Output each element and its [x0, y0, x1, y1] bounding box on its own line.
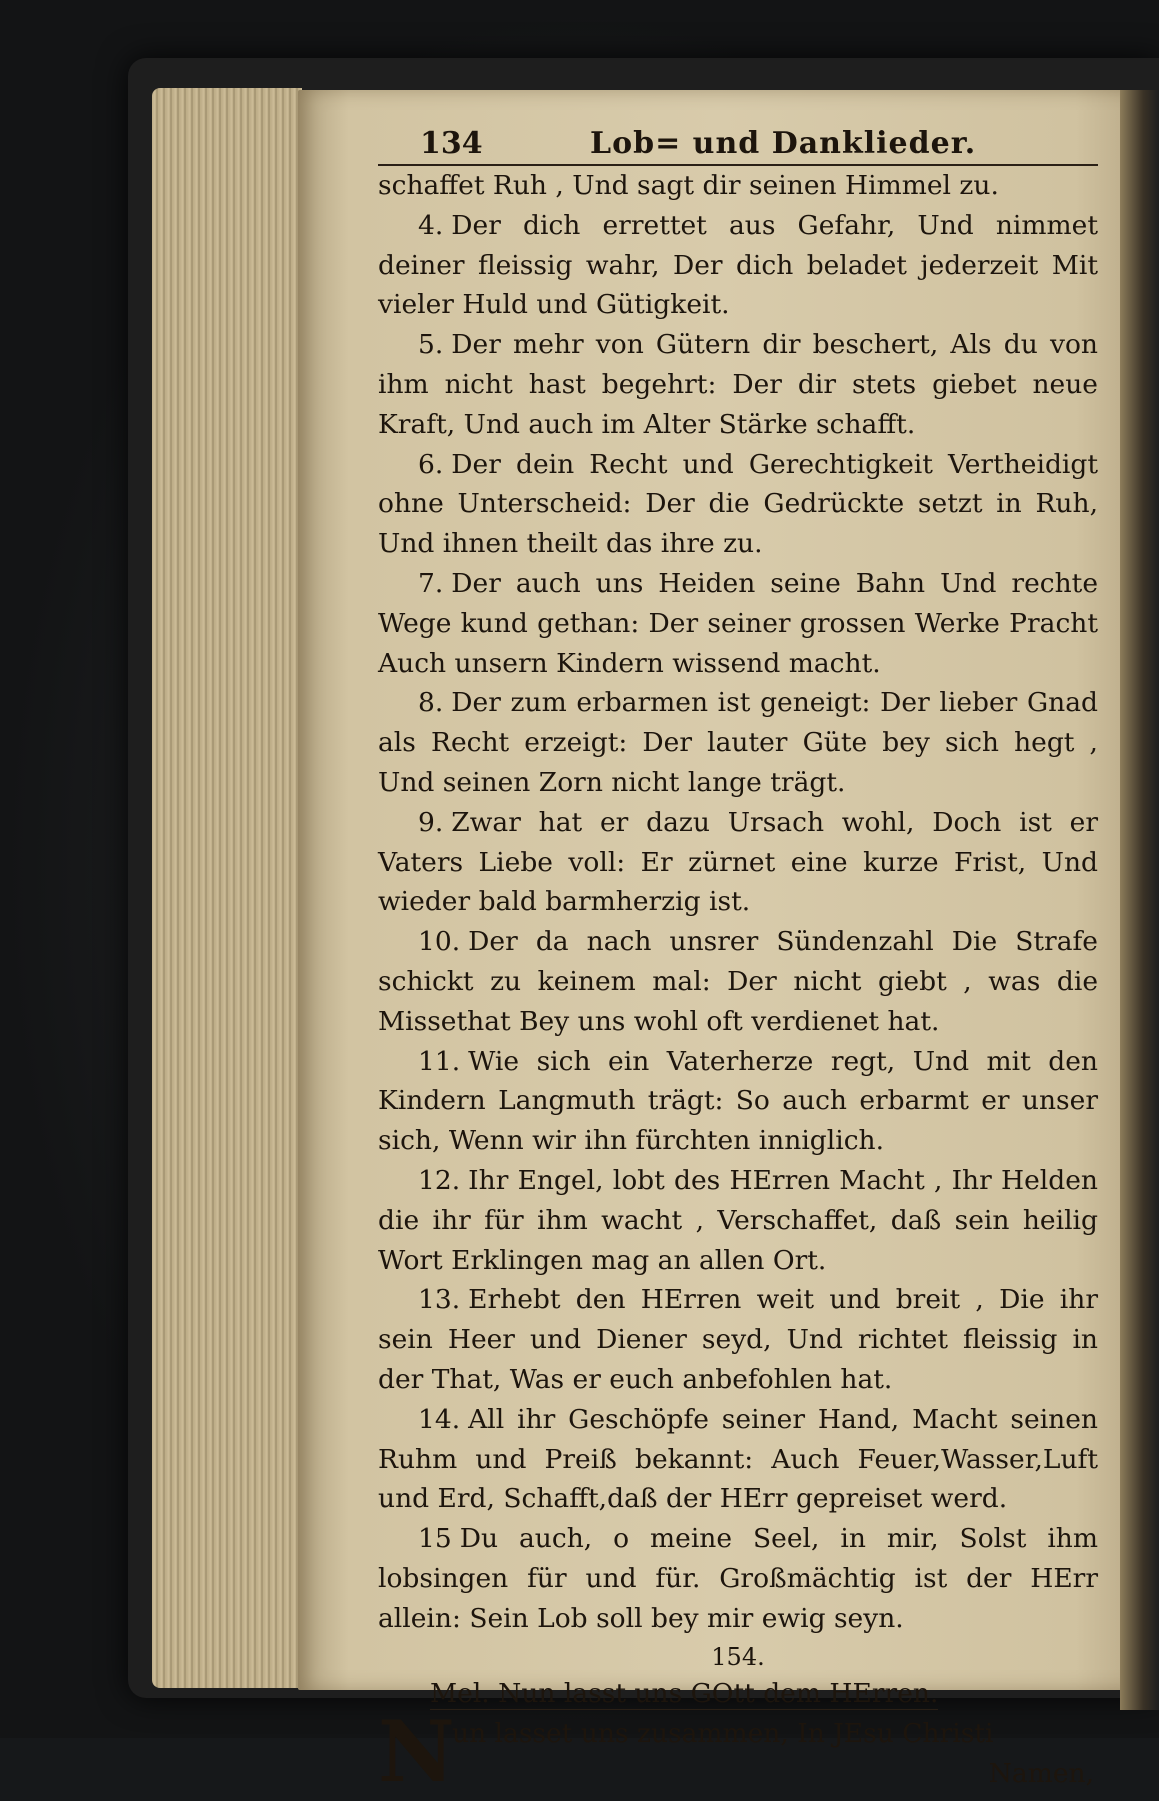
- verse-15: [378, 1519, 1098, 1638]
- verse-text: Der dich errettet aus Gefahr, Und nimmet deiner fleissig wahr, Der dich beladet jederzeit Mit vieler Huld und Gütigkeit.: [378, 209, 1098, 321]
- verse-7: [378, 564, 1098, 683]
- verse-13: [378, 1280, 1098, 1399]
- melody-text: Mel. Nun lasst uns GOtt dem HErren.: [430, 1678, 939, 1710]
- verse-11: [378, 1042, 1098, 1161]
- verse-text: Der auch uns Heiden seine Bahn Und rechte Wege kund gethan: Der seiner grossen Werke Pracht Auch unsern Kindern wissend macht.: [378, 567, 1098, 679]
- verse-14: [378, 1400, 1098, 1519]
- verse-5: [378, 325, 1098, 444]
- verse-number: 9.: [418, 806, 444, 838]
- verse-text: Der dein Recht und Gerechtigkeit Vertheidigt ohne Unterscheid: Der die Gedrückte setzt in Ruh, Und ihnen theilt das ihre zu.: [378, 448, 1098, 560]
- page-text: [378, 120, 1098, 1801]
- verse-text: Ihr Engel, lobt des HErren Macht , Ihr Helden die ihr für ihm wacht , Verschaffet, daß sein heilig Wort Erklingen mag an allen Ort.: [378, 1164, 1098, 1276]
- new-hymn-opening: [378, 1702, 1098, 1801]
- verse-number: 10.: [418, 926, 461, 958]
- melody-line: [430, 1674, 1098, 1714]
- verse-number: 7.: [418, 567, 444, 599]
- verse-text: Du auch, o meine Seel, in mir, Solst ihm lobsingen für und für. Großmächtig ist der HErr allein: Sein Lob soll bey mir ewig seyn.: [378, 1523, 1098, 1634]
- verse-text: All ihr Geschöpfe seiner Hand, Macht seinen Ruhm und Preiß bekannt: Auch Feuer,Wasser,Luft und Erd, Schafft,daß der HErr gepreiset werd.: [378, 1403, 1098, 1515]
- hymn-number: 154.: [711, 1643, 765, 1672]
- verse-4: [378, 206, 1098, 325]
- verse-text: Der da nach unsrer Sündenzahl Die Strafe schickt zu keinem mal: Der nicht giebt , was die Missethat Bey uns wohl oft verdienet hat.: [378, 926, 1098, 1037]
- page-number: 134: [420, 126, 483, 161]
- verse-continuation: [378, 166, 1098, 206]
- verse-10: [378, 922, 1098, 1041]
- verse-text: Der mehr von Gütern dir beschert, Als du von ihm nicht hast begehrt: Der dir stets giebet neue Kraft, Und auch im Alter Stärke schafft.: [378, 329, 1098, 440]
- page-edges: [152, 88, 302, 1688]
- verse-9: [378, 803, 1098, 922]
- verse-number: 4.: [418, 209, 444, 241]
- verse-number: 15: [418, 1523, 452, 1555]
- verse-number: 14.: [418, 1403, 461, 1435]
- verse-number: 13.: [418, 1284, 461, 1316]
- new-hymn-first-line: un lasset uns zusammen, In JEsu Christi: [452, 1718, 994, 1750]
- verse-6: [378, 445, 1098, 564]
- verse-number: 8.: [418, 687, 444, 719]
- verse-text: schaffet Ruh , Und sagt dir seinen Himmel zu.: [378, 170, 999, 201]
- verse-number: 5.: [418, 329, 444, 361]
- verse-text: Der zum erbarmen ist geneigt: Der lieber Gnad als Recht erzeigt: Der lauter Güte bey sich hegt , Und seinen Zorn nicht lange trägt.: [378, 687, 1098, 798]
- verse-number: 12.: [418, 1164, 461, 1196]
- book-gutter: [1120, 90, 1159, 1710]
- verse-number: 6.: [418, 448, 444, 480]
- verse-number: 11.: [418, 1045, 461, 1077]
- verse-12: [378, 1161, 1098, 1280]
- verse-text: Erhebt den HErren weit und breit , Die ihr sein Heer und Diener seyd, Und richtet fleissig in der That, Was er euch anbefohlen hat.: [378, 1284, 1098, 1395]
- verse-text: Wie sich ein Vaterherze regt, Und mit den Kindern Langmuth trägt: So auch erbarmt er unser sich, Wenn wir ihn fürchten inniglich.: [378, 1045, 1098, 1157]
- verse-8: [378, 683, 1098, 802]
- page-header: [378, 120, 1098, 166]
- verse-text: Zwar hat er dazu Ursach wohl, Doch ist er Vaters Liebe voll: Er zürnet eine kurze Frist, Und wieder bald barmherzig ist.: [378, 806, 1098, 918]
- drop-cap: N: [378, 1702, 455, 1801]
- running-head: Lob= und Danklieder.: [590, 126, 977, 161]
- catchword: Namen,: [988, 1758, 1094, 1790]
